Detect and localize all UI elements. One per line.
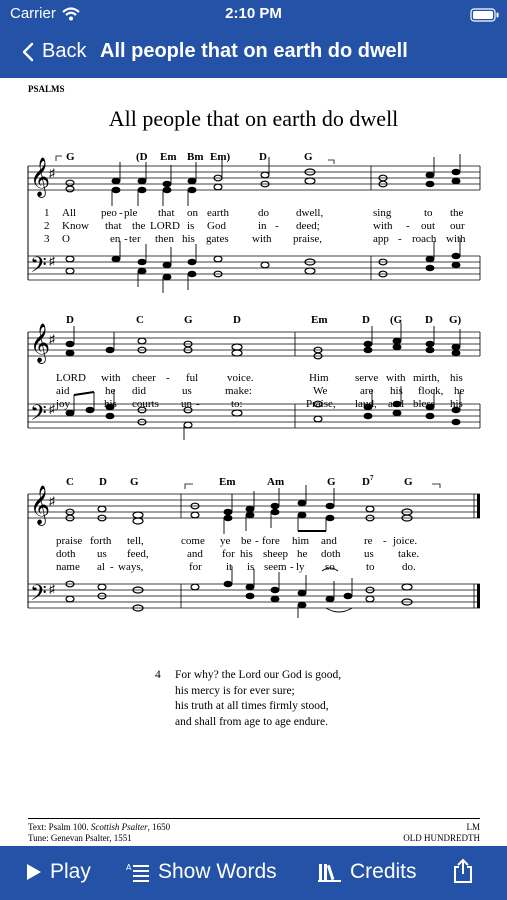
- text-list-icon: [126, 862, 150, 882]
- lyric: his: [240, 548, 253, 560]
- back-button[interactable]: [22, 40, 86, 63]
- lyric: so: [325, 561, 335, 573]
- chord-symbol: Em: [311, 314, 328, 326]
- lyric: deed;: [296, 220, 320, 232]
- lyric: earth: [207, 207, 229, 219]
- chord-symbol: Bm: [187, 151, 204, 163]
- chord-symbol: D: [233, 314, 241, 326]
- lyric: LORD: [56, 372, 86, 384]
- lyric: We: [313, 385, 328, 397]
- hymn-credits: [28, 822, 170, 844]
- lyric: re: [364, 535, 373, 547]
- svg-text:♯: ♯: [49, 254, 55, 268]
- lyric: to:: [231, 398, 243, 410]
- chord-symbol: G: [327, 476, 336, 488]
- play-button[interactable]: [26, 860, 91, 884]
- play-icon: [26, 863, 42, 881]
- lyric: un: [181, 398, 192, 410]
- lyric: Him: [309, 372, 329, 384]
- chord-symbol: G: [130, 476, 139, 488]
- lyric: sing: [373, 207, 392, 219]
- lyric: he: [454, 385, 465, 397]
- hymn-title: All people that on earth do dwell: [108, 106, 399, 131]
- lyric: -: [275, 220, 279, 232]
- lyric: with: [101, 372, 121, 384]
- lyric: LORD: [150, 220, 180, 232]
- lyric: -: [255, 535, 259, 547]
- lyric: All: [62, 207, 77, 219]
- lyric: -: [119, 207, 123, 219]
- lyric: us: [97, 548, 107, 560]
- lyric: name: [56, 561, 80, 573]
- lyric: tell,: [127, 535, 144, 547]
- lyric: take.: [398, 548, 420, 560]
- battery-icon: [470, 8, 500, 22]
- books-icon: [318, 862, 342, 882]
- system-3: [28, 474, 480, 618]
- lyric: did: [132, 385, 147, 397]
- lyric: that: [158, 207, 175, 219]
- chord-symbol: Em: [160, 151, 177, 163]
- play-label: Play: [50, 860, 91, 883]
- lyric: with: [252, 233, 272, 245]
- bottom-toolbar: [0, 846, 507, 900]
- tune-name: OLD HUNDREDTH: [403, 833, 480, 843]
- hymn-sheet: [0, 78, 507, 846]
- lyric: the: [132, 220, 146, 232]
- lyric: and: [388, 398, 404, 410]
- lyric: his: [450, 398, 463, 410]
- lyric: forth: [90, 535, 112, 547]
- status-bar: [0, 0, 507, 30]
- svg-text:A: A: [126, 863, 132, 872]
- lyric: and: [187, 548, 203, 560]
- chord-symbol: G): [449, 314, 462, 326]
- credits-button[interactable]: [318, 860, 417, 884]
- show-words-button[interactable]: [126, 860, 277, 884]
- lyric: him: [292, 535, 310, 547]
- carrier-label: Carrier: [10, 5, 56, 22]
- lyric: his: [182, 233, 195, 245]
- lyric: joice.: [393, 535, 418, 547]
- verse-number: 3: [44, 233, 50, 245]
- credits-label: Credits: [350, 860, 417, 883]
- chord-symbol: D: [259, 151, 267, 163]
- lyric: ye: [220, 535, 231, 547]
- share-icon: [452, 858, 474, 884]
- lyric: serve: [355, 372, 379, 384]
- lyric: the: [450, 207, 464, 219]
- svg-text:♯: ♯: [49, 166, 55, 180]
- lyric: make:: [225, 385, 252, 397]
- lyric: -: [398, 233, 402, 245]
- tune-info: [403, 822, 480, 844]
- svg-text:♯: ♯: [49, 402, 55, 416]
- lyric: then: [155, 233, 174, 245]
- lyric: joy: [56, 398, 71, 410]
- lyric: -: [110, 561, 114, 573]
- lyric: cheer: [132, 372, 156, 384]
- lyric: us: [364, 548, 374, 560]
- lyric: out: [421, 220, 436, 232]
- verse-line: his mercy is for ever sure;: [175, 684, 295, 697]
- verse-line: his truth at all times firmly stood,: [175, 700, 329, 712]
- lyric: ter: [129, 233, 141, 245]
- svg-text:♯: ♯: [49, 582, 55, 596]
- chord-symbol: G: [304, 151, 313, 163]
- lyric: sheep: [263, 548, 289, 560]
- lyric: O: [62, 233, 70, 245]
- lyric: ful: [186, 372, 199, 384]
- section-label: PSALMS: [28, 84, 65, 94]
- lyric: aid: [56, 385, 70, 397]
- lyric: feed,: [127, 548, 149, 560]
- lyric: his: [450, 372, 463, 384]
- lyric: come: [181, 535, 205, 547]
- chord-symbol: D: [99, 476, 107, 488]
- lyric: Know: [62, 220, 89, 232]
- chevron-left-icon: [22, 42, 34, 62]
- lyric: his: [104, 398, 117, 410]
- lyric: praise: [56, 535, 83, 547]
- lyric: do: [258, 207, 269, 219]
- lyric: peo: [101, 207, 117, 219]
- tune-credit: Tune: Genevan Psalter, 1551: [28, 833, 132, 843]
- treble-clef-icon: 𝄞: [30, 323, 51, 363]
- lyric: bless: [413, 398, 435, 410]
- meter: LM: [466, 822, 480, 832]
- text-credit: Text: Psalm 100. Scottish Psalter, 1650: [28, 822, 171, 832]
- notes: [66, 169, 460, 193]
- lyric: laud,: [355, 398, 377, 410]
- lyric: doth: [321, 548, 341, 560]
- share-button[interactable]: [452, 858, 474, 884]
- music-score: [0, 78, 507, 668]
- chord-symbol: Em: [219, 476, 236, 488]
- verse-number: 4: [155, 669, 161, 681]
- page-title: All people that on earth do dwell: [100, 40, 408, 62]
- lyric: mirth,: [413, 372, 440, 384]
- lyric: ly: [296, 561, 305, 573]
- lyric: and: [321, 535, 337, 547]
- lyric: dwell,: [296, 207, 324, 219]
- verse-line: For why? the Lord our God is good,: [175, 669, 342, 681]
- bass-clef-icon: 𝄢: [30, 253, 47, 283]
- bass-staff: [28, 256, 480, 280]
- lyric: ways,: [118, 561, 144, 573]
- lyric: with: [446, 233, 466, 245]
- lyric: fore: [262, 535, 280, 547]
- chord-symbol: D: [425, 314, 433, 326]
- chord-symbol: G: [66, 151, 75, 163]
- system-2: [28, 314, 480, 440]
- lyric: be: [241, 535, 252, 547]
- verse-line: and shall from age to age endure.: [175, 715, 328, 728]
- lyric: on: [187, 207, 198, 219]
- chord-symbol: (G: [390, 314, 403, 326]
- system-1: [28, 151, 480, 293]
- lyric: his: [390, 385, 403, 397]
- lyric: en: [110, 233, 121, 245]
- verse-number: 1: [44, 207, 50, 219]
- chord-symbol: D: [66, 314, 74, 326]
- lyric: with: [386, 372, 406, 384]
- lyric: to: [424, 207, 433, 219]
- lyric: praise,: [293, 233, 323, 245]
- lyric: roach: [412, 233, 437, 245]
- lyric: courts: [132, 398, 159, 410]
- lyric: God: [207, 220, 226, 232]
- back-label: Back: [42, 40, 87, 62]
- lyric: ple: [124, 207, 138, 219]
- navigation-bar: [0, 30, 507, 78]
- lyric: -: [290, 561, 294, 573]
- lyric: -: [124, 233, 128, 245]
- lyric: are: [360, 385, 374, 397]
- chord-symbol: Am: [267, 476, 285, 488]
- chord-symbol: C: [66, 476, 74, 488]
- lyric: in: [258, 220, 267, 232]
- lyric: app: [373, 233, 389, 245]
- lyric: he: [297, 548, 308, 560]
- svg-text:♯: ♯: [49, 332, 55, 346]
- lyric: is: [187, 220, 195, 232]
- lyric: with: [373, 220, 393, 232]
- lyric: us: [182, 385, 192, 397]
- bass-clef-icon: 𝄢: [30, 401, 47, 431]
- chord-symbol: (D: [136, 151, 148, 163]
- verse-number: 2: [44, 220, 50, 232]
- chord-symbol: D: [362, 314, 370, 326]
- chord-symbol: G: [404, 476, 413, 488]
- treble-clef-icon: 𝄞: [30, 485, 51, 525]
- chord-symbol: C: [136, 314, 144, 326]
- lyric: seem: [264, 561, 287, 573]
- lyric: -: [383, 535, 387, 547]
- lyric: he: [105, 385, 116, 397]
- chord-symbol: D: [362, 476, 370, 488]
- chord-symbol: Em): [210, 151, 231, 163]
- treble-staff: [28, 166, 480, 190]
- lyric: for: [222, 548, 235, 560]
- lyric: it: [226, 561, 233, 573]
- chord-symbol: 7: [370, 474, 374, 482]
- lyric: flock,: [418, 385, 444, 397]
- lyric: do.: [402, 561, 416, 573]
- lyric: voice.: [227, 372, 254, 384]
- lyric: for: [189, 561, 202, 573]
- lyric: is: [247, 561, 255, 573]
- treble-clef-icon: 𝄞: [30, 157, 51, 197]
- lyric: gates: [206, 233, 229, 245]
- svg-text:♯: ♯: [49, 494, 55, 508]
- clock: 2:10 PM: [225, 5, 282, 22]
- lyric: Praise,: [306, 398, 336, 410]
- lyric: doth: [56, 548, 76, 560]
- chord-symbol: G: [184, 314, 193, 326]
- lyric: to: [366, 561, 375, 573]
- divider: [28, 818, 480, 819]
- lyric: -: [166, 372, 170, 384]
- lyric: -: [406, 220, 410, 232]
- show-words-label: Show Words: [158, 860, 277, 883]
- lyric: our: [450, 220, 465, 232]
- lyric: -: [196, 398, 200, 410]
- lyric: that: [105, 220, 122, 232]
- bass-clef-icon: 𝄢: [30, 581, 47, 611]
- lyric: al: [97, 561, 105, 573]
